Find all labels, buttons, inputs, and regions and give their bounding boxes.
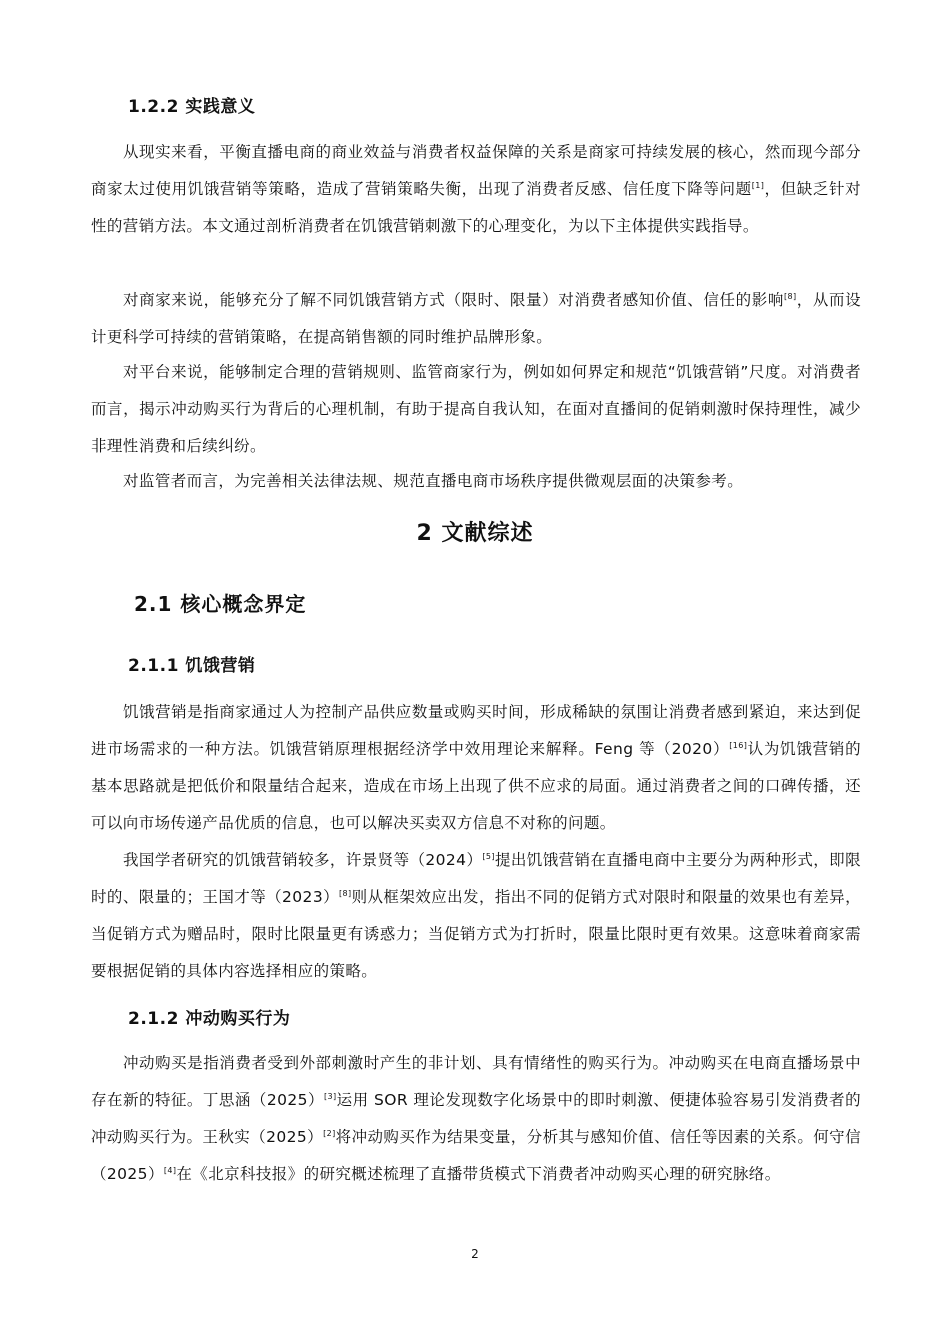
paragraph-hunger-marketing	[91, 694, 861, 842]
section-heading-2-1: 2.1 核心概念界定	[134, 592, 307, 616]
citation-ref: [5]	[482, 851, 495, 861]
citation-ref: [2]	[323, 1128, 336, 1138]
paragraph-text: ，但缺乏针对性的营销方法。本文通过剖析消费者在饥饿营销刺激下的心理变化，为以下主体提供实践指导。	[91, 180, 861, 235]
paragraph-text: 从现实来看，平衡直播电商的商业效益与消费者权益保障的关系是商家可持续发展的核心，然而现今部分商家太过使用饥饿营销等策略，造成了营销策略失衡，出现了消费者反感、信任度下降等问题	[91, 143, 861, 198]
paragraph-practical-significance	[91, 134, 861, 245]
section-heading-1-2-2: 1.2.2 实践意义	[128, 97, 256, 117]
citation-ref: [4]	[163, 1165, 177, 1175]
paragraph-text: ，从而设计更科学可持续的营销策略，在提高销售额的同时维护品牌形象。	[91, 291, 861, 346]
section-heading-2-1-1: 2.1.1 饥饿营销	[128, 656, 256, 676]
paragraph-text: 认为饥饿营销的基本思路就是把低价和限量结合起来，造成在市场上出现了供不应求的局面。通过消费者之间的口碑传播，还可以向市场传递产品优质的信息，也可以解决买卖双方信息不对称的问题。	[91, 740, 861, 832]
paragraph-merchants	[91, 282, 861, 356]
citation-ref: [8]	[783, 291, 797, 301]
citation-ref: [3]	[323, 1091, 337, 1101]
paragraph-text: 对平台来说，能够制定合理的营销规则、监管商家行为，例如如何界定和规范“饥饿营销”尺度。对消费者而言，揭示冲动购买行为背后的心理机制，有助于提高自我认知，在面对直播间的促销刺激时保持理性，减少非理性消费和后续纠纷。	[91, 363, 861, 455]
paragraph-text: 提出饥饿营销在直播电商中主要分为两种形式，即限时的、限量的；王国才等（2023）	[91, 851, 861, 906]
paragraph-text: 运用 SOR 理论发现数字化场景中的即时刺激、便捷体验容易引发消费者的冲动购买行为。王秋实（2025）	[91, 1091, 861, 1146]
paragraph-text: 对监管者而言，为完善相关法律法规、规范直播电商市场秩序提供微观层面的决策参考。	[123, 472, 744, 490]
citation-ref: [16]	[729, 740, 748, 750]
paragraph-text: 饥饿营销是指商家通过人为控制产品供应数量或购买时间，形成稀缺的氛围让消费者感到紧迫，来达到促进市场需求的一种方法。饥饿营销原理根据经济学中效用理论来解释。Feng 等（2020）	[91, 703, 861, 758]
paragraph-text: 我国学者研究的饥饿营销较多，许景贤等（2024）	[123, 851, 483, 869]
paragraph-text: 在《北京科技报》的研究概述梳理了直播带货模式下消费者冲动购买心理的研究脉络。	[176, 1165, 781, 1183]
paragraph-regulators	[91, 463, 861, 500]
citation-ref: [1]	[751, 180, 765, 190]
page-number: 2	[471, 1247, 479, 1261]
paragraph-platforms-consumers	[91, 354, 861, 465]
paragraph-text: 则从框架效应出发，指出不同的促销方式对限时和限量的效果也有差异，当促销方式为赠品时，限时比限量更有诱惑力；当促销方式为打折时，限量比限时更有效果。这意味着商家需要根据促销的具体内容选择相应的策略。	[91, 888, 862, 980]
chapter-heading-2: 2 文献综述	[416, 521, 534, 546]
section-heading-2-1-2: 2.1.2 冲动购买行为	[128, 1009, 291, 1029]
paragraph-text: 对商家来说，能够充分了解不同饥饿营销方式（限时、限量）对消费者感知价值、信任的影响	[123, 291, 784, 309]
paragraph-text: 冲动购买是指消费者受到外部刺激时产生的非计划、具有情绪性的购买行为。冲动购买在电商直播场景中存在新的特征。丁思涵（2025）	[91, 1054, 861, 1109]
paragraph-impulse-buying	[91, 1045, 861, 1193]
paragraph-text: 将冲动购买作为结果变量，分析其与感知价值、信任等因素的关系。何守信（2025）	[91, 1128, 861, 1183]
citation-ref: [8]	[339, 888, 352, 898]
paragraph-domestic-research	[91, 842, 861, 990]
